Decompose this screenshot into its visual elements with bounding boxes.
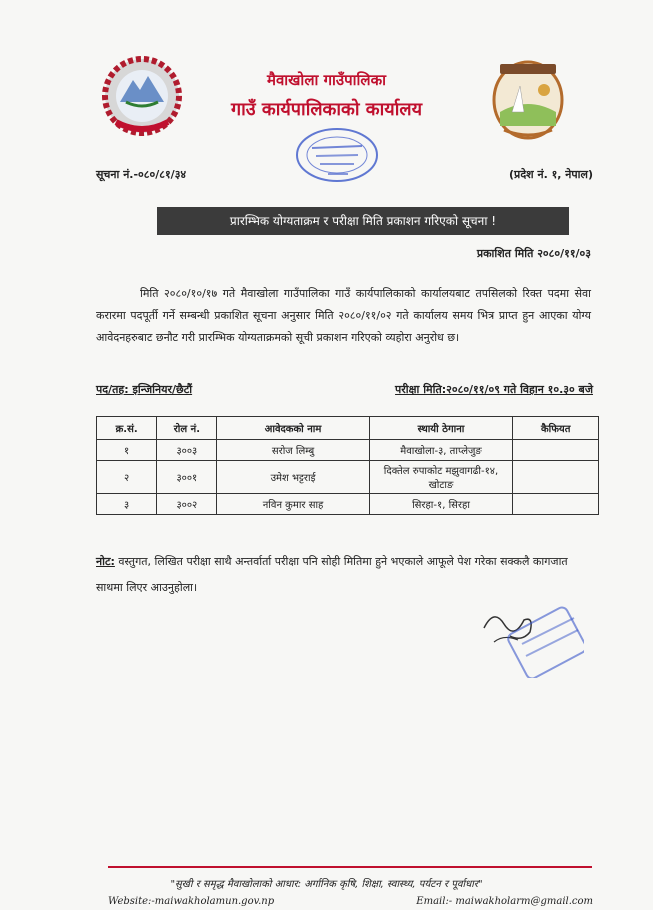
table-row — [97, 440, 599, 461]
cell-address: सिरहा-१, सिरहा — [369, 494, 513, 515]
cell-roll: ३००१ — [157, 461, 217, 494]
cell-roll: ३००२ — [157, 494, 217, 515]
province-label: (प्रदेश नं. १, नेपाल) — [509, 168, 593, 181]
footer-website: Website:-maiwakholamun.gov.np — [108, 896, 275, 907]
cell-address: दिक्तेल रुपाकोट मझुवागढी-१४, खोटाङ — [369, 461, 513, 494]
table-row — [97, 461, 599, 494]
header-roll: रोल नं. — [157, 417, 217, 440]
cell-name: नविन कुमार साह — [217, 494, 369, 515]
signature-stamp-icon — [474, 598, 584, 678]
notice-title: प्रारम्भिक योग्यताक्रम र परीक्षा मिति प्रकाशन गरिएको सूचना ! — [157, 207, 569, 235]
table-row — [97, 494, 599, 515]
footer-slogan: "सुखी र समृद्ध मैवाखोलाको आधार: अर्गानिक कृषि, शिक्षा, स्वास्थ्य, पर्यटन र पूर्वाधार" — [170, 879, 483, 890]
header-serial: क्र.सं. — [97, 417, 157, 440]
candidate-table — [96, 416, 599, 515]
cell-roll: ३००३ — [157, 440, 217, 461]
cell-serial: २ — [97, 461, 157, 494]
note-label: नोट: — [96, 555, 115, 568]
exam-date: परीक्षा मिति:२०८०/११/०९ गते विहान १०.३० बजे — [395, 383, 593, 396]
notice-reference: सूचना नं.-०८०/८१/३४ — [96, 168, 187, 181]
cell-serial: ३ — [97, 494, 157, 515]
cell-name: सरोज लिम्बु — [217, 440, 369, 461]
footer-email: Email:- maiwakholarm@gmail.com — [416, 896, 593, 907]
footer-divider — [108, 866, 592, 868]
office-name: गाउँ कार्यपालिकाको कार्यालय — [230, 99, 423, 120]
note-text: वस्तुगत, लिखित परीक्षा साथै अन्तर्वार्ता परीक्षा पनि सोही मितिमा हुने भएकाले आफूले पेश गरेका सक्कलै कागजात साथमा लिएर आउनुहोला। — [96, 555, 568, 594]
published-date: प्रकाशित मिति २०८०/११/०३ — [476, 247, 591, 260]
cell-remarks — [513, 494, 599, 515]
header-address: स्थायी ठेगाना — [369, 417, 513, 440]
note-section — [96, 549, 591, 601]
table-header-row — [97, 417, 599, 440]
header-remarks: कैफियत — [513, 417, 599, 440]
notice-body: मिति २०८०/१०/१७ गते मैवाखोला गाउँपालिका गाउँ कार्यपालिकाको कार्यालयबाट तपसिलको रिक्त पदमा सेवा करारमा पदपूर्ती गर्ने सम्बन्धी प्रकाशित सूचना अनुसार मिति २०८०/११/०२ गते कार्यालय समय भित्र प्राप्त हुन आएका योग्य आवेदनहरुबाट छनौट गरी प्रारम्भिक योग्यताक्रमको सूची प्रकाशन गरिएको व्यहोरा अनुरोध छ। — [96, 287, 591, 344]
cell-remarks — [513, 440, 599, 461]
post-level: पद/तह: इन्जिनियर/छैटौं — [96, 383, 193, 396]
cell-name: उमेश भट्टराई — [217, 461, 369, 494]
official-stamp-icon — [292, 124, 382, 186]
cell-remarks — [513, 461, 599, 494]
org-name: मैवाखोला गाउँपालिका — [266, 71, 387, 89]
cell-address: मैवाखोला-३, ताप्लेजुङ — [369, 440, 513, 461]
header-name: आवेदकको नाम — [217, 417, 369, 440]
cell-serial: १ — [97, 440, 157, 461]
